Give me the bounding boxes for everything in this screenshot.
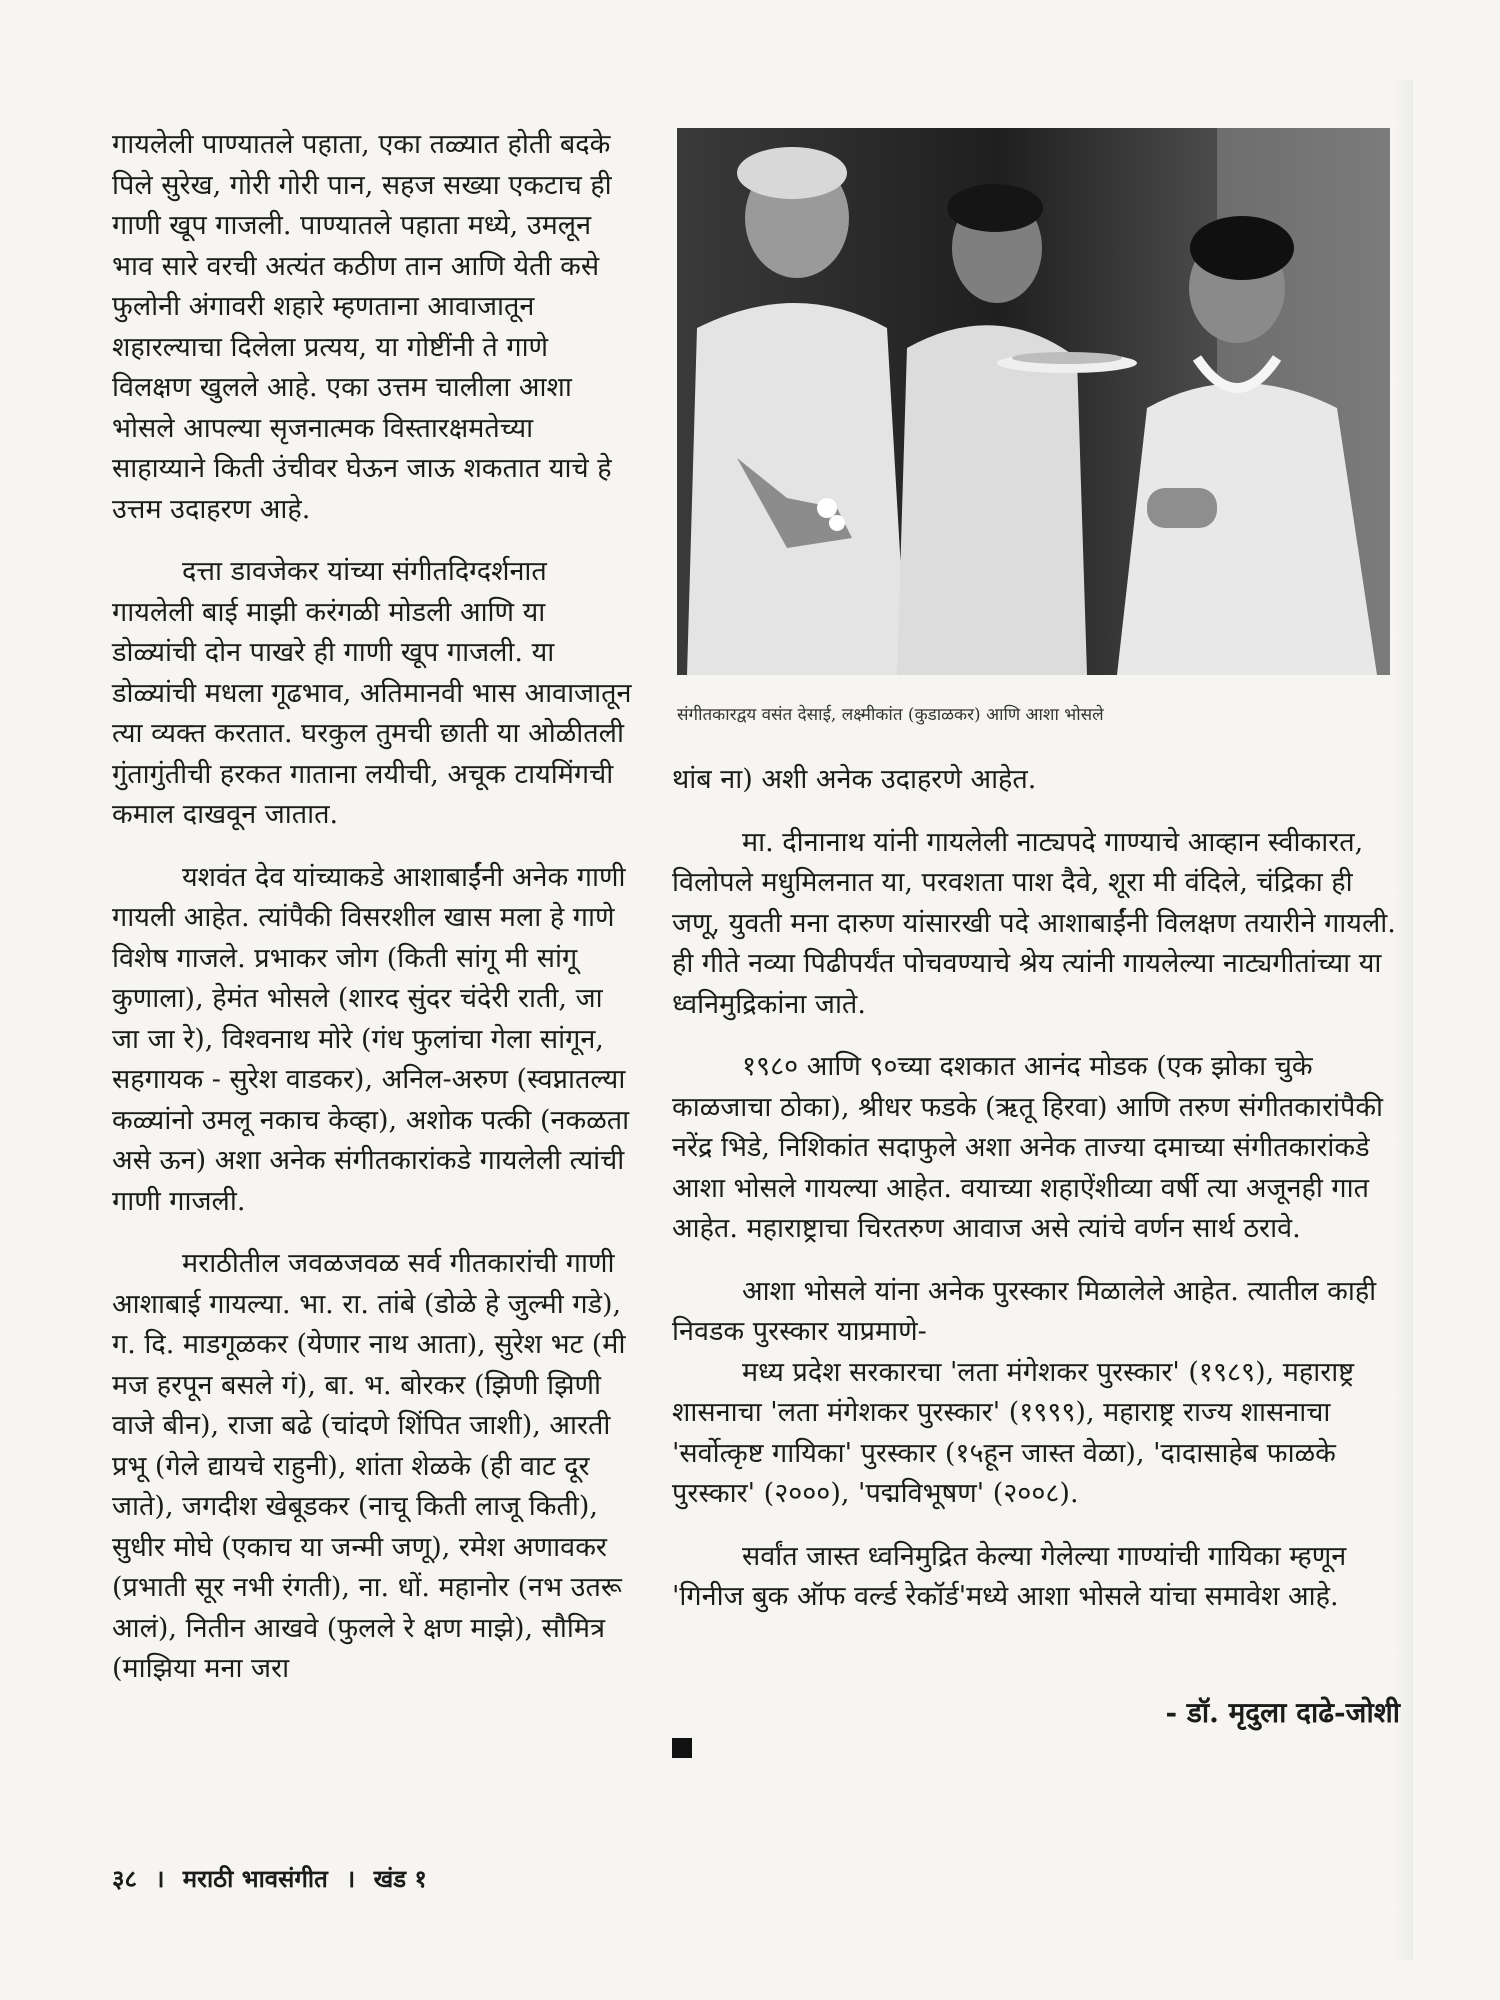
left-column <box>112 125 632 1712</box>
right-column <box>672 760 1400 1640</box>
footer-separator: । <box>346 1864 356 1893</box>
photograph <box>677 128 1390 675</box>
paragraph: मध्य प्रदेश सरकारचा 'लता मंगेशकर पुरस्कार' (१९८९), महाराष्ट्र शासनाचा 'लता मंगेशकर पुरस्कार' (१९९९), महाराष्ट्र राज्य शासनाचा 'सर्वोत्कृष्ट गायिका' पुरस्कार (१५हून जास्त वेळा), 'दादासाहेब फाळके पुरस्कार' (२०००), 'पद्मविभूषण' (२००८). <box>672 1356 1355 1509</box>
paragraph: आशा भोसले यांना अनेक पुरस्कार मिळालेले आहेत. त्यातील काही निवडक पुरस्कार याप्रमाणे- <box>672 1275 1377 1347</box>
paragraph: थांब ना) अशी अनेक उदाहरणे आहेत. <box>672 764 1037 795</box>
paragraph: गायलेली पाण्यातले पहाता, एका तळ्यात होती बदके पिले सुरेख, गोरी गोरी पान, सहज सख्या एकटाच ही गाणी खूप गाजली. पाण्यातले पहाता मध्ये, उमलून भाव सारे वरची अत्यंत कठीण तान आणि येती कसे फुलोनी अंगावरी शहारे म्हणताना आवाजातून शहारल्याचा दिलेला प्रत्यय, या गोष्टींनी ते गाणे विलक्षण खुलले आहे. एका उत्तम चालीला आशा भोसले आपल्या सृजनात्मक विस्तारक्षमतेच्या साहाय्याने किती उंचीवर घेऊन जाऊ शकतात याचे हे उत्तम उदाहरण आहे. <box>112 129 612 525</box>
paragraph: मा. दीनानाथ यांनी गायलेली नाट्यपदे गाण्याचे आव्हान स्वीकारत, विलोपले मधुमिलनात या, परवशता पाश दैवे, शूरा मी वंदिले, चंद्रिका ही जणू, युवती मना दारुण यांसारखी पदे आशाबाईंनी विलक्षण तयारीने गायली. ही गीते नव्या पिढीपर्यंत पोचवण्याचे श्रेय त्यांनी गायलेल्या नाट्यगीतांच्या या ध्वनिमुद्रिकांना जाते. <box>672 826 1396 1020</box>
paragraph: मराठीतील जवळजवळ सर्व गीतकारांची गाणी आशाबाई गायल्या. भा. रा. तांबे (डोळे हे जुल्मी गडे), ग. दि. माडगूळकर (येणार नाथ आता), सुरेश भट (मी मज हरपून बसले गं), बा. भ. बोरकर (झिणी झिणी वाजे बीन), राजा बढे (चांदणे शिंपित जाशी), आरती प्रभू (गेले द्यायचे राहुनी), शांता शेळके (ही वाट दूर जाते), जगदीश खेबूडकर (नाचू किती लाजू किती), सुधीर मोघे (एकाच या जन्मी जणू), रमेश अणावकर (प्रभाती सूर नभी रंगती), ना. धों. महानोर (नभ उतरू आलं), नितीन आखवे (फुलले रे क्षण माझे), सौमित्र (माझिया मना जरा <box>112 1248 626 1684</box>
paragraph: १९८० आणि ९०च्या दशकात आनंद मोडक (एक झोका चुके काळजाचा ठोका), श्रीधर फडके (ऋतू हिरवा) आणि तरुण संगीतकारांपैकी नरेंद्र भिडे, निशिकांत सदाफुले अशा अनेक ताज्या दमाच्या संगीतकारांकडे आशा भोसले गायल्या आहेत. वयाच्या शहाऐंशीव्या वर्षी त्या अजूनही गात आहेत. महाराष्ट्राचा चिरतरुण आवाज असे त्यांचे वर्णन सार्थ ठरावे. <box>672 1051 1384 1244</box>
photo-illustration <box>677 128 1390 675</box>
page-footer <box>112 1862 437 1895</box>
paragraph: सर्वांत जास्त ध्वनिमुद्रित केल्या गेलेल्या गाण्यांची गायिका म्हणून 'गिनीज बुक ऑफ वर्ल्ड रेकॉर्ड'मध्ये आशा भोसले यांचा समावेश आहे. <box>672 1540 1347 1612</box>
page-number: ३८ <box>112 1864 137 1893</box>
author-signature: - डॉ. मृदुला दाढे-जोशी <box>1165 1696 1400 1729</box>
paragraph: दत्ता डावजेकर यांच्या संगीतदिग्दर्शनात गायलेली बाई माझी करंगळी मोडली आणि या डोळ्यांची दोन पाखरे ही गाणी खूप गाजली. या डोळ्यांची मधला गूढभाव, अतिमानवी भास आवाजातून त्या व्यक्त करतात. घरकुल तुमची छाती या ओळीतली गुंतागुंतीची हरकत गाताना लयीची, अचूक टायमिंगची कमाल दाखवून जातात. <box>112 556 632 830</box>
photo-caption: संगीतकारद्वय वसंत देसाई, लक्ष्मीकांत (कुडाळकर) आणि आशा भोसले <box>677 705 1104 725</box>
end-mark <box>672 1738 692 1758</box>
book-title: मराठी भावसंगीत <box>182 1864 328 1893</box>
paragraph: यशवंत देव यांच्याकडे आशाबाईंनी अनेक गाणी गायली आहेत. त्यांपैकी विसरशील खास मला हे गाणे विशेष गाजले. प्रभाकर जोग (किती सांगू मी सांगू कुणाला), हेमंत भोसले (शारद सुंदर चंदेरी राती, जा जा जा रे), विश्वनाथ मोरे (गंध फुलांचा गेला सांगून, सहगायक - सुरेश वाडकर), अनिल-अरुण (स्वप्नातल्या कळ्यांनो उमलू नकाच केव्हा), अशोक पत्की (नकळता असे ऊन) अशा अनेक संगीतकारांकडे गायलेली त्यांची गाणी गाजली. <box>112 861 630 1217</box>
volume-label: खंड १ <box>373 1864 427 1893</box>
footer-separator: । <box>155 1864 165 1893</box>
